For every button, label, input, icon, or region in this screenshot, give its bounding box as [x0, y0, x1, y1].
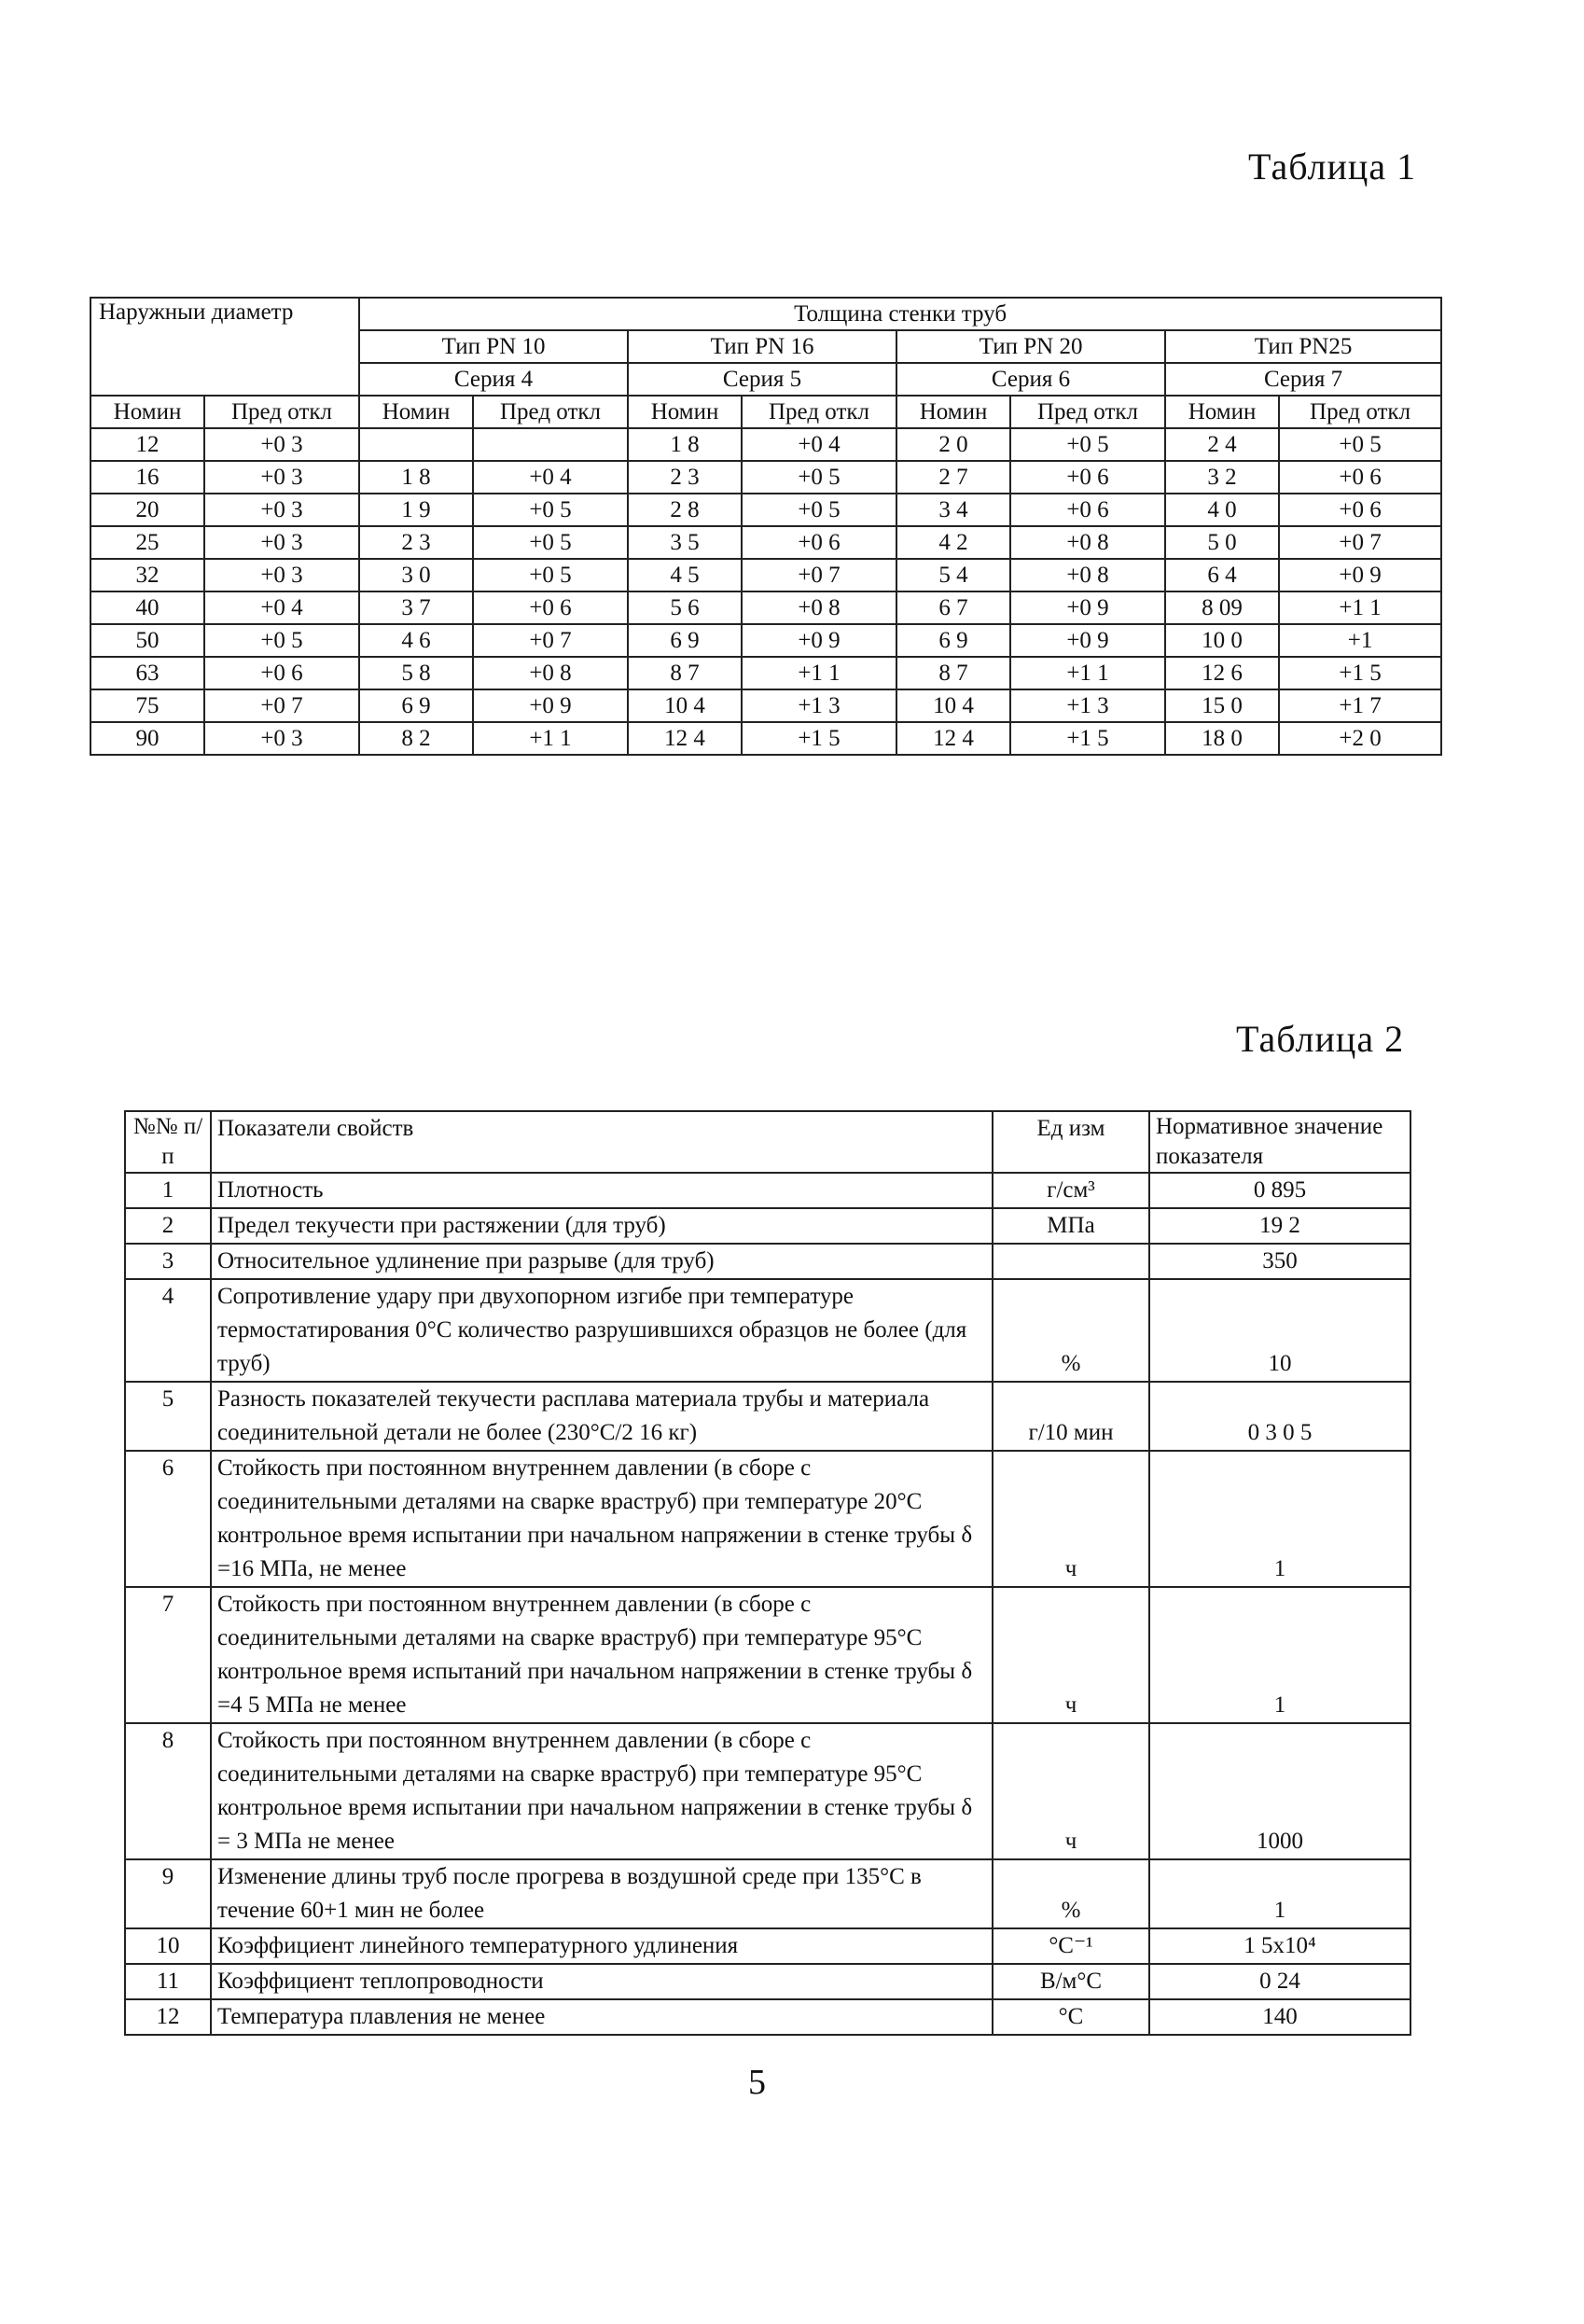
table-cell: 12 6 [1165, 657, 1279, 689]
column-header: Номин [90, 396, 204, 428]
row-number: 5 [125, 1382, 211, 1451]
column-header: Номин [359, 396, 473, 428]
table-cell: +0 8 [1010, 526, 1165, 559]
table-cell: +0 6 [742, 526, 896, 559]
table-cell: 4 2 [896, 526, 1010, 559]
table-row [125, 1928, 1410, 1964]
table-cell: +0 8 [473, 657, 628, 689]
table-row [90, 526, 1441, 559]
table-cell: +1 1 [1010, 657, 1165, 689]
table-row [125, 1279, 1410, 1382]
table-cell: +0 3 [204, 428, 359, 461]
unit-cell: г/10 мин [993, 1382, 1149, 1451]
unit-cell: В/м°С [993, 1964, 1149, 1999]
property-name: Стойкость при постоянном внутреннем давлении (в сборе с соединительными деталями на сварке враструб) при температуре 95°С контрольное время испытании при начальном напряжении в стенке трубы δ = 3 МПа не менее [211, 1723, 993, 1859]
table-row [90, 428, 1441, 461]
table-cell: 6 9 [896, 624, 1010, 657]
table-cell: 5 0 [1165, 526, 1279, 559]
type-header: Тип PN 20 [896, 330, 1165, 363]
table-row [125, 1859, 1410, 1928]
table-cell: +0 5 [473, 494, 628, 526]
row-number: 11 [125, 1964, 211, 1999]
table-cell: +0 7 [742, 559, 896, 591]
property-name: Стойкость при постоянном внутреннем давлении (в сборе с соединительными деталями на сварке враструб) при температуре 95°С контрольное время испытаний при начальном напряжении в стенке трубы δ =4 5 МПа не менее [211, 1587, 993, 1723]
table-cell: +0 5 [742, 461, 896, 494]
table-row [125, 1587, 1410, 1723]
table-cell: 18 0 [1165, 722, 1279, 755]
table-cell: 40 [90, 591, 204, 624]
table-cell: 10 0 [1165, 624, 1279, 657]
table-cell: 3 7 [359, 591, 473, 624]
value-cell: 1000 [1149, 1723, 1410, 1859]
table-row [125, 1964, 1410, 1999]
value-cell: 1 [1149, 1451, 1410, 1587]
value-cell: 0 24 [1149, 1964, 1410, 1999]
table-cell: +0 9 [473, 689, 628, 722]
table-cell: +1 7 [1279, 689, 1441, 722]
table-cell: +0 8 [1010, 559, 1165, 591]
table-cell: +0 6 [473, 591, 628, 624]
row-number: 6 [125, 1451, 211, 1587]
series-header: Серия 5 [628, 363, 896, 396]
value-cell: 19 2 [1149, 1208, 1410, 1244]
table-cell: 15 0 [1165, 689, 1279, 722]
table-cell: +0 3 [204, 559, 359, 591]
series-header: Серия 6 [896, 363, 1165, 396]
table-cell: 4 5 [628, 559, 742, 591]
table-cell: +0 6 [1010, 494, 1165, 526]
property-name: Стойкость при постоянном внутреннем давлении (в сборе с соединительными деталями на сварке враструб) при температуре 20°С контрольное время испытании при начальном напряжении в стенке трубы δ =16 МПа, не менее [211, 1451, 993, 1587]
table-cell: +0 5 [742, 494, 896, 526]
property-name: Коэффициент теплопроводности [211, 1964, 993, 1999]
table-cell: 1 8 [359, 461, 473, 494]
value-cell: 1 [1149, 1859, 1410, 1928]
table-cell: +2 0 [1279, 722, 1441, 755]
table-cell: 50 [90, 624, 204, 657]
header-row [125, 1111, 1410, 1173]
value-cell: 0 895 [1149, 1173, 1410, 1208]
table-cell: 63 [90, 657, 204, 689]
unit-cell: ч [993, 1587, 1149, 1723]
row-number: 1 [125, 1173, 211, 1208]
table-cell: 4 6 [359, 624, 473, 657]
table-row [90, 494, 1441, 526]
column-header: Номин [1165, 396, 1279, 428]
table-cell: +0 7 [473, 624, 628, 657]
table-cell: 8 09 [1165, 591, 1279, 624]
column-header: Пред откл [204, 396, 359, 428]
table-cell: +1 1 [1279, 591, 1441, 624]
table-cell: +0 3 [204, 722, 359, 755]
table-row [90, 591, 1441, 624]
table-cell: +1 1 [742, 657, 896, 689]
property-name: Относительное удлинение при разрыве (для труб) [211, 1244, 993, 1279]
table-row [90, 722, 1441, 755]
table-cell: +0 3 [204, 494, 359, 526]
table-cell: 10 4 [628, 689, 742, 722]
table-cell: 2 8 [628, 494, 742, 526]
table-cell: +0 9 [1010, 624, 1165, 657]
table-cell: +0 8 [742, 591, 896, 624]
table-row [125, 1451, 1410, 1587]
table-cell: +0 9 [1279, 559, 1441, 591]
table-cell: 5 8 [359, 657, 473, 689]
table-cell: +1 5 [1279, 657, 1441, 689]
value-cell: 10 [1149, 1279, 1410, 1382]
table2-caption: Таблица 2 [1236, 1018, 1405, 1060]
unit-cell: МПа [993, 1208, 1149, 1244]
table-cell: 3 4 [896, 494, 1010, 526]
table-row [90, 559, 1441, 591]
property-name: Температура плавления не менее [211, 1999, 993, 2035]
table-cell: +0 6 [1010, 461, 1165, 494]
table-cell: 2 4 [1165, 428, 1279, 461]
table-cell: 1 9 [359, 494, 473, 526]
column-header-num: №№ п/п [125, 1111, 211, 1173]
property-name: Сопротивление удару при двухопорном изгибе при температуре термостатирования 0°С количество разрушившихся образцов не более (для труб) [211, 1279, 993, 1382]
table-cell: 5 4 [896, 559, 1010, 591]
column-header: Пред откл [473, 396, 628, 428]
table-cell: 6 4 [1165, 559, 1279, 591]
row-number: 12 [125, 1999, 211, 2035]
table-cell: +1 5 [742, 722, 896, 755]
table-cell: +0 4 [204, 591, 359, 624]
table-cell: +1 5 [1010, 722, 1165, 755]
pipe-dimensions-table [90, 297, 1442, 756]
table-cell: 6 9 [359, 689, 473, 722]
table-row [90, 461, 1441, 494]
table-cell [473, 428, 628, 461]
table-cell: 6 9 [628, 624, 742, 657]
row-number: 9 [125, 1859, 211, 1928]
table-row [125, 1173, 1410, 1208]
table-cell: +0 3 [204, 526, 359, 559]
property-name: Предел текучести при растяжении (для труб) [211, 1208, 993, 1244]
table-cell: +0 7 [204, 689, 359, 722]
unit-cell: °С⁻¹ [993, 1928, 1149, 1964]
table-cell: +0 5 [1279, 428, 1441, 461]
column-header: Пред откл [742, 396, 896, 428]
property-name: Изменение длины труб после прогрева в воздушной среде при 135°С в течение 60+1 мин не более [211, 1859, 993, 1928]
table-cell: +1 1 [473, 722, 628, 755]
column-header-value: Нормативное значение показателя [1149, 1111, 1410, 1173]
table-cell: 2 7 [896, 461, 1010, 494]
unit-cell [993, 1244, 1149, 1279]
column-header: Пред откл [1010, 396, 1165, 428]
table-row [125, 1208, 1410, 1244]
page-number: 5 [748, 2063, 766, 2102]
table-cell: 8 2 [359, 722, 473, 755]
table-cell: 3 5 [628, 526, 742, 559]
table-cell: +0 9 [742, 624, 896, 657]
unit-cell: г/см³ [993, 1173, 1149, 1208]
table-row [125, 1382, 1410, 1451]
table-cell: +0 6 [1279, 494, 1441, 526]
column-header: Пред откл [1279, 396, 1441, 428]
table1-caption: Таблица 1 [1248, 146, 1417, 188]
table-cell: +0 5 [473, 526, 628, 559]
property-name: Разность показателей текучести расплава материала трубы и материала соединительной детали не более (230°С/2 16 кг) [211, 1382, 993, 1451]
table-row [125, 1999, 1410, 2035]
table-cell: 32 [90, 559, 204, 591]
table-row [125, 1244, 1410, 1279]
value-cell: 1 [1149, 1587, 1410, 1723]
table-cell: +1 [1279, 624, 1441, 657]
table-cell: +0 5 [1010, 428, 1165, 461]
column-header-unit: Ед изм [993, 1111, 1149, 1173]
unit-cell: % [993, 1279, 1149, 1382]
table-cell: +1 3 [1010, 689, 1165, 722]
row-number: 7 [125, 1587, 211, 1723]
table-cell: +0 5 [473, 559, 628, 591]
column-header: Номин [896, 396, 1010, 428]
column-header-property: Показатели свойств [211, 1111, 993, 1173]
table-cell: 12 4 [896, 722, 1010, 755]
table-cell: +1 3 [742, 689, 896, 722]
table-cell: +0 9 [1010, 591, 1165, 624]
table-cell: 90 [90, 722, 204, 755]
row-number: 10 [125, 1928, 211, 1964]
table-cell: 20 [90, 494, 204, 526]
table-cell: 16 [90, 461, 204, 494]
table-cell: +0 6 [1279, 461, 1441, 494]
sub-header-row [90, 396, 1441, 428]
property-name: Коэффициент линейного температурного удлинения [211, 1928, 993, 1964]
value-cell: 0 3 0 5 [1149, 1382, 1410, 1451]
series-header: Серия 7 [1165, 363, 1441, 396]
table-cell: 1 8 [628, 428, 742, 461]
property-name: Плотность [211, 1173, 993, 1208]
table-cell: 12 4 [628, 722, 742, 755]
type-header: Тип PN 16 [628, 330, 896, 363]
table-cell: 8 7 [896, 657, 1010, 689]
column-header: Номин [628, 396, 742, 428]
table-cell: +0 4 [473, 461, 628, 494]
row-number: 8 [125, 1723, 211, 1859]
table-cell: 2 3 [628, 461, 742, 494]
table-cell: 2 0 [896, 428, 1010, 461]
table-cell: 2 3 [359, 526, 473, 559]
table-cell: 5 6 [628, 591, 742, 624]
table-cell: +0 5 [204, 624, 359, 657]
value-cell: 1 5x10⁴ [1149, 1928, 1410, 1964]
unit-cell: ч [993, 1723, 1149, 1859]
table-cell: 10 4 [896, 689, 1010, 722]
table-row [125, 1723, 1410, 1859]
type-header: Тип PN25 [1165, 330, 1441, 363]
row-number: 3 [125, 1244, 211, 1279]
table-cell [359, 428, 473, 461]
outer-diameter-header: Наружныи диаметр [90, 298, 359, 396]
table-cell: 4 0 [1165, 494, 1279, 526]
value-cell: 350 [1149, 1244, 1410, 1279]
table-cell: 6 7 [896, 591, 1010, 624]
table-cell: 12 [90, 428, 204, 461]
table-row [90, 689, 1441, 722]
table-row [90, 624, 1441, 657]
table-cell: 3 0 [359, 559, 473, 591]
table-cell: +0 6 [204, 657, 359, 689]
value-cell: 140 [1149, 1999, 1410, 2035]
type-header: Тип PN 10 [359, 330, 628, 363]
table-cell: +0 7 [1279, 526, 1441, 559]
table-cell: +0 4 [742, 428, 896, 461]
table-cell: 3 2 [1165, 461, 1279, 494]
table-cell: 8 7 [628, 657, 742, 689]
table-cell: 75 [90, 689, 204, 722]
table-cell: +0 3 [204, 461, 359, 494]
wall-thickness-header: Толщина стенки труб [359, 298, 1441, 330]
row-number: 2 [125, 1208, 211, 1244]
unit-cell: °С [993, 1999, 1149, 2035]
unit-cell: ч [993, 1451, 1149, 1587]
unit-cell: % [993, 1859, 1149, 1928]
table-row [90, 657, 1441, 689]
table-cell: 25 [90, 526, 204, 559]
series-header: Серия 4 [359, 363, 628, 396]
row-number: 4 [125, 1279, 211, 1382]
properties-table [124, 1110, 1411, 2036]
